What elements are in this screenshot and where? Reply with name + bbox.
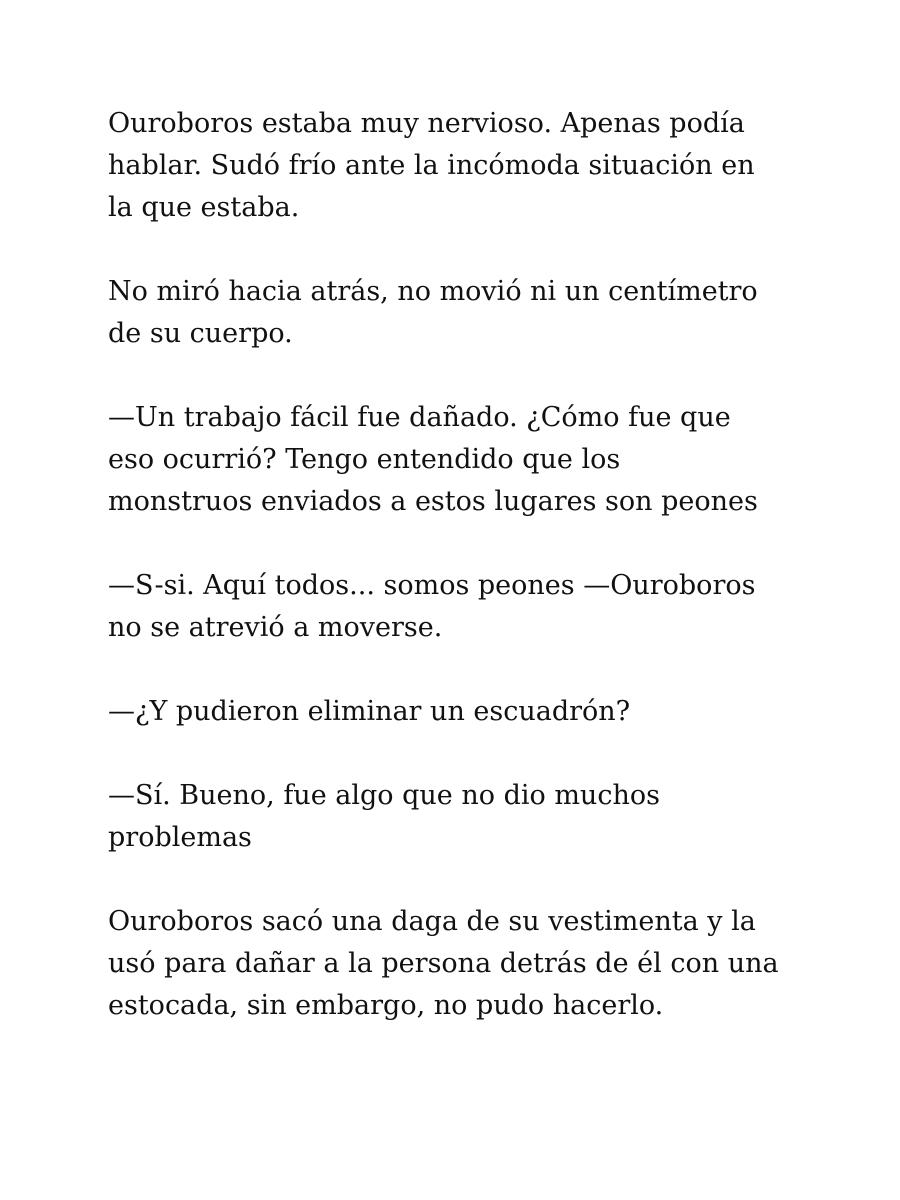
text-line: Ouroboros sacó una daga de su vestimenta y la (108, 906, 756, 937)
paragraph-5 (108, 691, 808, 733)
text-line: —Sí. Bueno, fue algo que no dio muchos (108, 780, 660, 811)
paragraph-3 (108, 397, 808, 523)
text-line: problemas (108, 822, 252, 853)
text-line: no se atrevió a moverse. (108, 612, 443, 643)
text-line: estocada, sin embargo, no pudo hacerlo. (108, 990, 664, 1021)
text-line: No miró hacia atrás, no movió ni un centímetro (108, 276, 758, 307)
document-page (108, 103, 808, 1069)
text-line: —¿Y pudieron eliminar un escuadrón? (108, 696, 631, 727)
text-line: usó para dañar a la persona detrás de él con una (108, 948, 779, 979)
text-line: Ouroboros estaba muy nervioso. Apenas podía (108, 108, 745, 139)
text-line: —Un trabajo fácil fue dañado. ¿Cómo fue que (108, 402, 731, 433)
paragraph-2 (108, 271, 808, 355)
text-line: —S-si. Aquí todos... somos peones —Ouroboros (108, 570, 756, 601)
paragraph-7 (108, 901, 808, 1027)
text-line: la que estaba. (108, 192, 300, 223)
paragraph-6 (108, 775, 808, 859)
paragraph-4 (108, 565, 808, 649)
text-line: monstruos enviados a estos lugares son peones (108, 486, 758, 517)
text-line: eso ocurrió? Tengo entendido que los (108, 444, 621, 475)
paragraph-1 (108, 103, 808, 229)
text-line: hablar. Sudó frío ante la incómoda situación en (108, 150, 755, 181)
text-line: de su cuerpo. (108, 318, 293, 349)
